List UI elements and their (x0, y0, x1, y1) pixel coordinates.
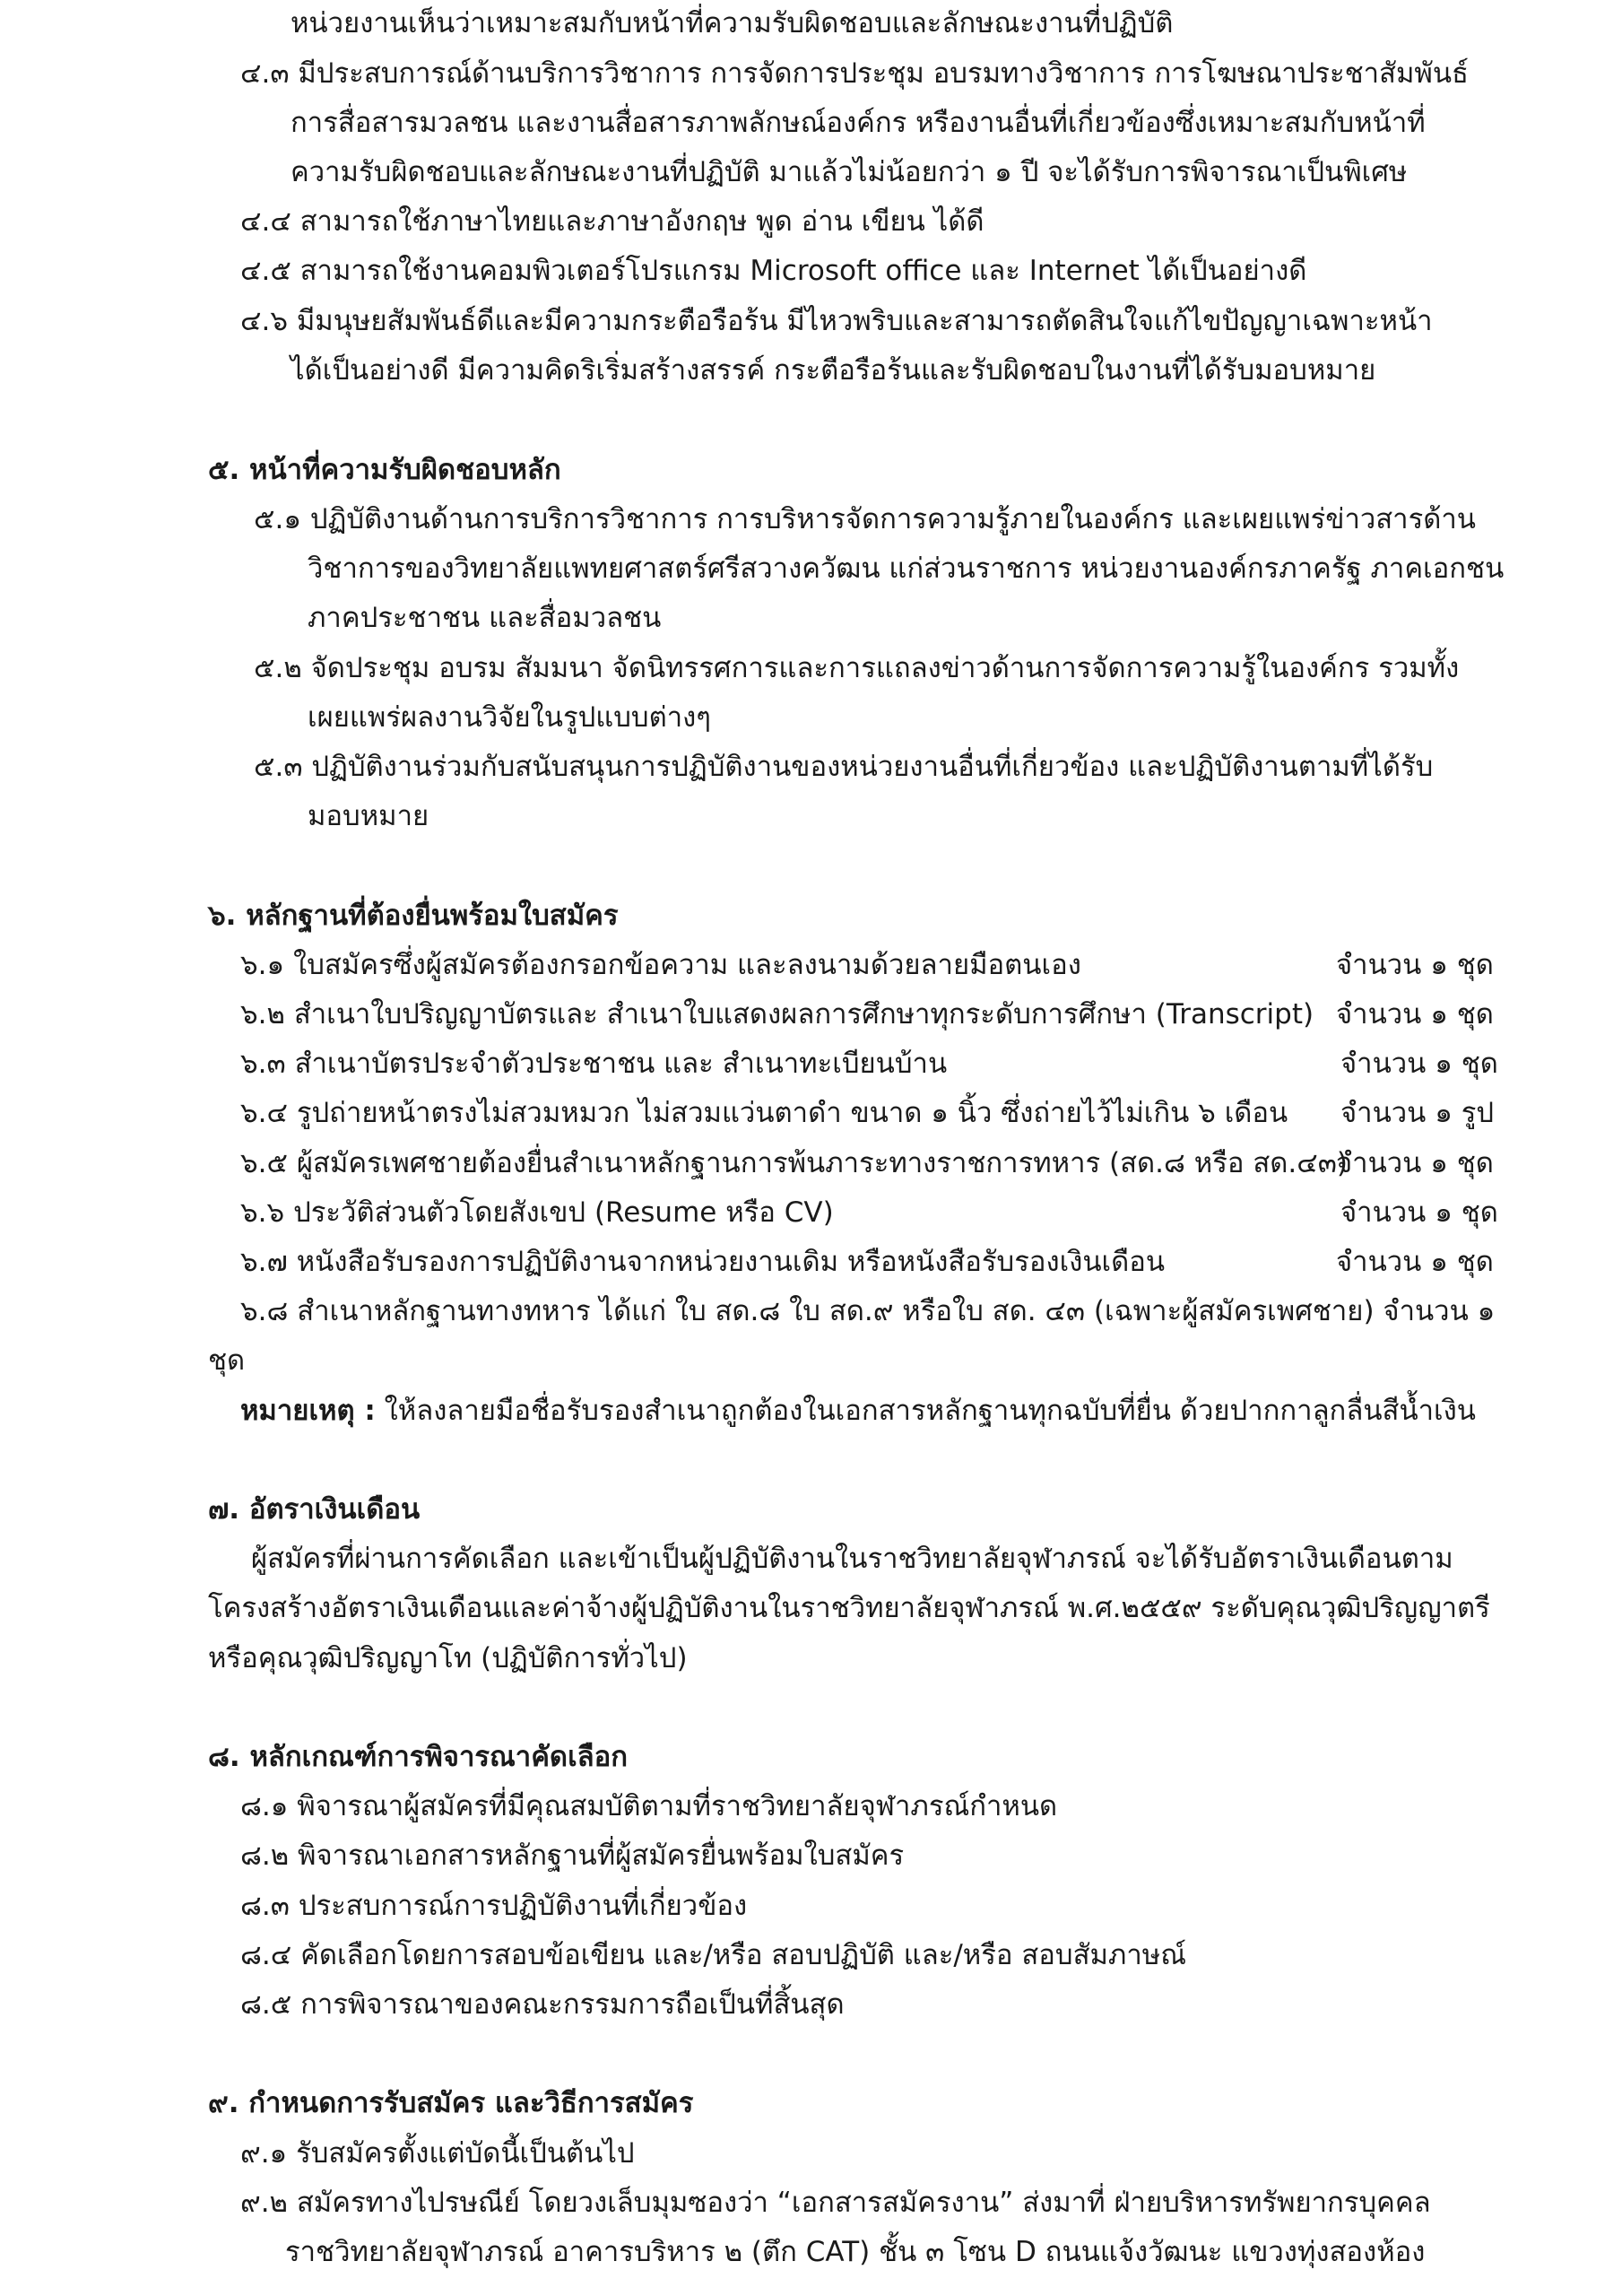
s4-item-4: ๔.๔ สามารถใช้ภาษาไทยและภาษาอังกฤษ พูด อ่าน เขียน ได้ดี (240, 205, 984, 238)
s5-item-3-b: มอบหมาย (308, 800, 429, 832)
s9-heading: ๙. กำหนดการรับสมัคร และวิธีการสมัคร (208, 2087, 694, 2119)
s6-item-5: ๖.๕ ผู้สมัครเพศชายต้องยื่นสำเนาหลักฐานการพ้นภาระทางราชการทหาร (สด.๘ หรือ สด.๔๓) (240, 1147, 1349, 1179)
s6-item-2: ๖.๒ สำเนาใบปริญญาบัตรและ สำเนาใบแสดงผลการศึกษาทุกระดับการศึกษา (Transcript) (240, 998, 1314, 1031)
s6-item-3: ๖.๓ สำเนาบัตรประจำตัวประชาชน และ สำเนาทะเบียนบ้าน (240, 1048, 948, 1080)
s5-item-2-b: เผยแพร่ผลงานวิจัยในรูปแบบต่างๆ (308, 701, 711, 734)
s6-item-4: ๖.๔ รูปถ่ายหน้าตรงไม่สวมหมวก ไม่สวมแว่นตาดำ ขนาด ๑ นิ้ว ซึ่งถ่ายไว้ไม่เกิน ๖ เดือน (240, 1097, 1288, 1129)
s6-item-2-qty: จำนวน ๑ ชุด (1336, 998, 1494, 1031)
s6-item-6-qty: จำนวน ๑ ชุด (1340, 1196, 1498, 1229)
s4-item-3-b: การสื่อสารมวลชน และงานสื่อสารภาพลักษณ์องค์กร หรืองานอื่นที่เกี่ยวข้องซึ่งเหมาะสมกับหน้าที่ (291, 107, 1426, 139)
s6-item-1: ๖.๑ ใบสมัครซึ่งผู้สมัครต้องกรอกข้อความ และลงนามด้วยลายมือตนเอง (240, 949, 1081, 981)
s4-item-3-c: ความรับผิดชอบและลักษณะงานที่ปฏิบัติ มาแล้วไม่น้อยกว่า ๑ ปี จะได้รับการพิจารณาเป็นพิเศษ (291, 156, 1408, 188)
s4-item-6-a: ๔.๖ มีมนุษยสัมพันธ์ดีและมีความกระตือรือร้น มีไหวพริบและสามารถตัดสินใจแก้ไขปัญญาเฉพาะหน้า (240, 305, 1433, 337)
s7-para-a: ผู้สมัครที่ผ่านการคัดเลือก และเข้าเป็นผู้ปฏิบัติงานในราชวิทยาลัยจุฬาภรณ์ จะได้รับอัตราเงินเดือนตาม (251, 1543, 1453, 1575)
s9-item-1: ๙.๑ รับสมัครตั้งแต่บัดนี้เป็นต้นไป (240, 2137, 635, 2170)
s6-note (240, 1393, 1476, 1429)
s7-heading: ๗. อัตราเงินเดือน (208, 1493, 421, 1526)
s4-item-5: ๔.๕ สามารถใช้งานคอมพิวเตอร์โปรแกรม Microsoft office และ Internet ได้เป็นอย่างดี (240, 255, 1307, 287)
s5-item-1-b: วิชาการของวิทยาลัยแพทยศาสตร์ศรีสวางควัฒน แก่ส่วนราชการ หน่วยงานองค์กรภาครัฐ ภาคเอกชน (308, 552, 1505, 585)
s7-para-b: โครงสร้างอัตราเงินเดือนและค่าจ้างผู้ปฏิบัติงานในราชวิทยาลัยจุฬาภรณ์ พ.ศ.๒๕๕๙ ระดับคุณวุฒิปริญญาตรี (208, 1592, 1490, 1624)
s6-item-3-qty: จำนวน ๑ ชุด (1340, 1048, 1498, 1080)
s4-item-3-a: ๔.๓ มีประสบการณ์ด้านบริการวิชาการ การจัดการประชุม อบรมทางวิชาการ การโฆษณาประชาสัมพันธ์ (240, 57, 1469, 90)
s6-note-label: หมายเหตุ : (240, 1395, 376, 1427)
s5-heading: ๕. หน้าที่ความรับผิดชอบหลัก (208, 454, 561, 486)
s7-para-c: หรือคุณวุฒิปริญญาโท (ปฏิบัติการทั่วไป) (208, 1642, 688, 1674)
s6-item-7-qty: จำนวน ๑ ชุด (1336, 1246, 1494, 1278)
s4-line-0: หน่วยงานเห็นว่าเหมาะสมกับหน้าที่ความรับผิดชอบและลักษณะงานที่ปฏิบัติ (291, 7, 1174, 39)
s5-item-1-c: ภาคประชาชน และสื่อมวลชน (308, 602, 662, 634)
s9-item-2-b: ราชวิทยาลัยจุฬาภรณ์ อาคารบริหาร ๒ (ตึก CAT) ชั้น ๓ โซน D ถนนแจ้งวัฒนะ แขวงทุ่งสองห้อง (285, 2236, 1426, 2268)
s8-item-3: ๘.๓ ประสบการณ์การปฏิบัติงานที่เกี่ยวข้อง (240, 1890, 748, 1922)
s6-item-8-a: ๖.๘ สำเนาหลักฐานทางทหาร ได้แก่ ใบ สด.๘ ใบ สด.๙ หรือใบ สด. ๔๓ (เฉพาะผู้สมัครเพศชาย) จำนวน ๑ (240, 1295, 1496, 1327)
s9-item-2-a: ๙.๒ สมัครทางไปรษณีย์ โดยวงเล็บมุมซองว่า “เอกสารสมัครงาน” ส่งมาที่ ฝ่ายบริหารทรัพยากรบุคคล (240, 2187, 1431, 2219)
s5-item-2-a: ๕.๒ จัดประชุม อบรม สัมมนา จัดนิทรรศการและการแถลงข่าวด้านการจัดการความรู้ในองค์กร รวมทั้ง (254, 652, 1460, 684)
s5-item-3-a: ๕.๓ ปฏิบัติงานร่วมกับสนับสนุนการปฏิบัติงานของหน่วยงานอื่นที่เกี่ยวข้อง และปฏิบัติงานตามที่ได้รับ (254, 751, 1434, 783)
s6-item-6: ๖.๖ ประวัติส่วนตัวโดยสังเขป (Resume หรือ CV) (240, 1196, 834, 1229)
s6-note-text: ให้ลงลายมือชื่อรับรองสำเนาถูกต้องในเอกสารหลักฐานทุกฉบับที่ยื่น ด้วยปากกาลูกลื่นสีน้ำเงิน (375, 1395, 1476, 1427)
s8-item-5: ๘.๕ การพิจารณาของคณะกรรมการถือเป็นที่สิ้นสุด (240, 1988, 845, 2021)
s5-item-1-a: ๕.๑ ปฏิบัติงานด้านการบริการวิชาการ การบริหารจัดการความรู้ภายในองค์กร และเผยแพร่ข่าวสารด้าน (254, 503, 1476, 535)
s6-item-5-qty: จำนวน ๑ ชุด (1336, 1147, 1494, 1179)
s8-item-4: ๘.๔ คัดเลือกโดยการสอบข้อเขียน และ/หรือ สอบปฏิบัติ และ/หรือ สอบสัมภาษณ์ (240, 1939, 1186, 1971)
s8-heading: ๘. หลักเกณฑ์การพิจารณาคัดเลือก (208, 1741, 629, 1773)
s8-item-2: ๘.๒ พิจารณาเอกสารหลักฐานที่ผู้สมัครยื่นพร้อมใบสมัคร (240, 1839, 905, 1872)
s6-item-7: ๖.๗ หนังสือรับรองการปฏิบัติงานจากหน่วยงานเดิม หรือหนังสือรับรองเงินเดือน (240, 1246, 1166, 1278)
s8-item-1: ๘.๑ พิจารณาผู้สมัครที่มีคุณสมบัติตามที่ราชวิทยาลัยจุฬาภรณ์กำหนด (240, 1790, 1058, 1822)
s6-item-1-qty: จำนวน ๑ ชุด (1336, 949, 1494, 981)
s4-item-6-b: ได้เป็นอย่างดี มีความคิดริเริ่มสร้างสรรค์ กระตือรือร้นและรับผิดชอบในงานที่ได้รับมอบหมาย (291, 354, 1376, 387)
s6-item-8-b: ชุด (208, 1344, 246, 1377)
s6-item-4-qty: จำนวน ๑ รูป (1340, 1097, 1495, 1129)
s6-heading: ๖. หลักฐานที่ต้องยื่นพร้อมใบสมัคร (208, 900, 619, 932)
